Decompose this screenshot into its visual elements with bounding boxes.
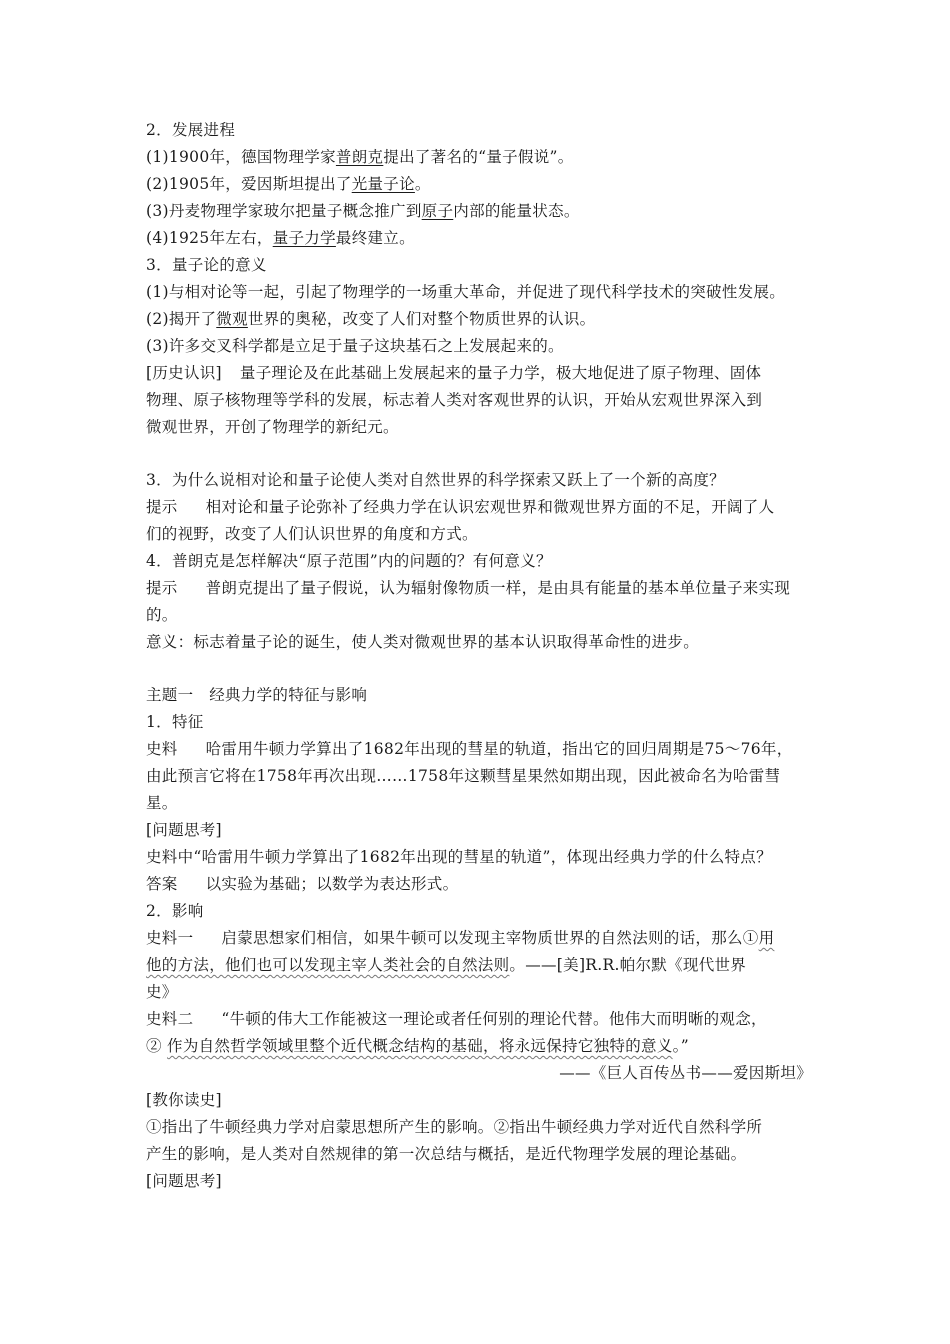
document-page <box>146 117 816 1195</box>
source-two-citation: ——《巨人百传丛书——爱因斯坦》 <box>559 1064 812 1082</box>
source-label: 史料 <box>146 740 178 758</box>
question-label: [问题思考] <box>146 1172 222 1190</box>
answer-line <box>146 871 816 898</box>
answer-line <box>146 575 816 602</box>
answer-line <box>146 494 816 521</box>
source-one-line: 史》 <box>146 983 178 1001</box>
list-item <box>146 306 816 333</box>
source-one-line <box>146 925 816 952</box>
source-text: 。——[美]R.R.帕尔默《现代世界 <box>509 956 747 974</box>
meaning-line: 意义：标志着量子论的诞生，使人类对微观世界的基本认识取得革命性的进步。 <box>146 633 700 651</box>
source-one-line <box>146 952 816 979</box>
hint-label: 提示 <box>146 498 178 516</box>
source-line <box>146 736 816 763</box>
history-paragraph-line: 物理、原子核物理等学科的发展，标志着人类对客观世界的认识，开始从宏观世界深入到 <box>146 391 763 409</box>
source-two-line <box>146 1033 816 1060</box>
item-text: 内部的能量状态。 <box>453 202 580 220</box>
item-text: (3)丹麦物理学家玻尔把量子概念推广到 <box>146 202 422 220</box>
list-item <box>146 198 816 225</box>
question-text: 史料中“哈雷用牛顿力学算出了1682年出现的彗星的轨道”，体现出经典力学的什么特点？ <box>146 848 772 866</box>
emphasized-text: 他的方法，他们也可以发现主宰人类社会的自然法则 <box>146 956 510 974</box>
source-one-label: 史料一 <box>146 929 194 947</box>
source-text: 启蒙思想家们相信，如果牛顿可以发现主宰物质世界的自然法则的话，那么① <box>221 929 759 947</box>
history-label: [历史认识] <box>146 364 222 382</box>
question-4: 4．普朗克是怎样解决“原子范围”内的问题的？有何意义？ <box>146 552 552 570</box>
list-item <box>146 225 816 252</box>
item-text: 最终建立。 <box>335 229 415 247</box>
answer-text: 相对论和量子论弥补了经典力学在认识宏观世界和微观世界方面的不足，开阔了人 <box>205 498 775 516</box>
section-heading-significance: 3．量子论的意义 <box>146 256 267 274</box>
answer-line: 们的视野，改变了人们认识世界的角度和方式。 <box>146 525 478 543</box>
hint-label: 提示 <box>146 579 178 597</box>
list-item: (3)许多交叉科学都是立足于量子这块基石之上发展起来的。 <box>146 337 564 355</box>
read-history-line: 产生的影响，是人类对自然规律的第一次总结与概括，是近代物理学发展的理论基础。 <box>146 1145 747 1163</box>
question-label: [问题思考] <box>146 821 222 839</box>
answer-text: 以实验为基础；以数学为表达形式。 <box>205 875 459 893</box>
answer-text: 普朗克提出了量子假说，认为辐射像物质一样，是由具有能量的基本单位量子来实现 <box>205 579 791 597</box>
item-text: (2)揭开了 <box>146 310 217 328</box>
underlined-keyword: 光量子论 <box>351 175 415 193</box>
read-history-label: [教你读史] <box>146 1091 222 1109</box>
item-text: (1)1900年，德国物理学家 <box>146 148 336 166</box>
source-text: “牛顿的伟大工作能被这一理论或者任何别的理论代替。他伟大而明晰的观念， <box>221 1010 767 1028</box>
source-text: 哈雷用牛顿力学算出了1682年出现的彗星的轨道，指出它的回归周期是75～76年， <box>205 740 793 758</box>
list-item <box>146 144 816 171</box>
item-text: (4)1925年左右， <box>146 229 273 247</box>
source-text: 。” <box>672 1037 689 1055</box>
underlined-keyword: 原子 <box>421 202 454 220</box>
read-history-line: ①指出了牛顿经典力学对启蒙思想所产生的影响。②指出牛顿经典力学对近代自然科学所 <box>146 1118 763 1136</box>
underlined-keyword: 普朗克 <box>335 148 384 166</box>
feature-heading: 1．特征 <box>146 713 204 731</box>
answer-line: 的。 <box>146 606 178 624</box>
list-item <box>146 171 816 198</box>
item-text: 世界的奥秘，改变了人们对整个物质世界的认识。 <box>247 310 596 328</box>
emphasized-text: 作为自然哲学领域里整个近代概念结构的基础，将永远保持它独特的意义 <box>167 1037 673 1055</box>
source-text: ② <box>146 1037 168 1055</box>
item-text: 。 <box>414 175 431 193</box>
item-text: (2)1905年，爱因斯坦提出了 <box>146 175 352 193</box>
topic-title: 主题一 经典力学的特征与影响 <box>146 686 368 704</box>
source-line: 由此预言它将在1758年再次出现……1758年这颗彗星果然如期出现，因此被命名为哈雷彗 <box>146 767 781 785</box>
item-text: 提出了著名的“量子假说”。 <box>383 148 574 166</box>
source-two-label: 史料二 <box>146 1010 194 1028</box>
influence-heading: 2．影响 <box>146 902 204 920</box>
history-paragraph-line: 微观世界，开创了物理学的新纪元。 <box>146 418 399 436</box>
answer-label: 答案 <box>146 875 178 893</box>
list-item: (1)与相对论等一起，引起了物理学的一场重大革命，并促进了现代科学技术的突破性发展。 <box>146 283 786 301</box>
source-two-line <box>146 1006 816 1033</box>
source-line: 星。 <box>146 794 178 812</box>
underlined-keyword: 微观 <box>216 310 248 328</box>
section-heading-development: 2．发展进程 <box>146 121 236 139</box>
history-text: 量子理论及在此基础上发展起来的量子力学，极大地促进了原子物理、固体 <box>239 364 762 382</box>
underlined-keyword: 量子力学 <box>272 229 336 247</box>
question-3: 3．为什么说相对论和量子论使人类对自然世界的科学探索又跃上了一个新的高度？ <box>146 471 725 489</box>
emphasized-text: 用 <box>758 929 775 947</box>
history-paragraph-line <box>146 360 816 387</box>
